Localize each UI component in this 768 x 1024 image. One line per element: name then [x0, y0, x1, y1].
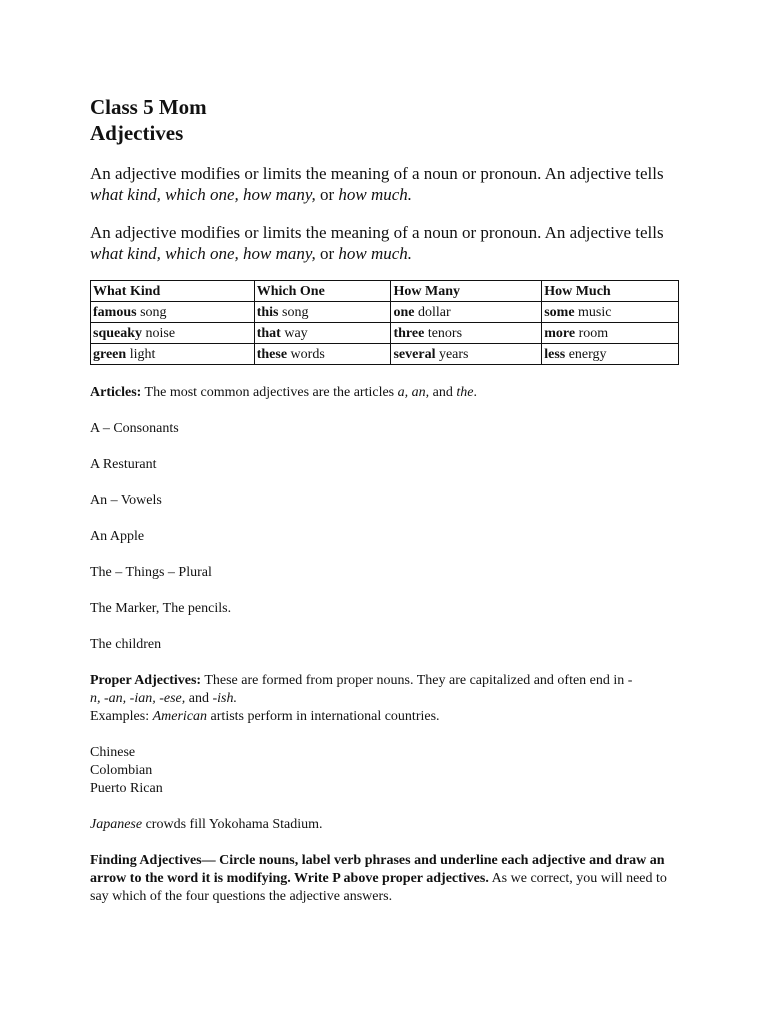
article-example-resturant: A Resturant — [90, 457, 157, 472]
table-row — [91, 344, 679, 365]
adjective-table — [90, 280, 679, 365]
table-cell: less energy — [542, 344, 679, 365]
table-cell: several years — [391, 344, 542, 365]
document-page — [90, 94, 680, 906]
column-header: What Kind — [91, 281, 255, 302]
intro-paragraph-repeat: An adjective modifies or limits the meaning of a noun or pronoun. An adjective tells what kind, which one, how many, or how much. — [90, 223, 664, 263]
article-example-marker: The Marker, The pencils. — [90, 601, 232, 616]
column-header: How Much — [542, 281, 679, 302]
intro-paragraph: An adjective modifies or limits the meaning of a noun or pronoun. An adjective tells what kind, which one, how many, or how much. — [90, 164, 664, 204]
article-example-children: The children — [90, 637, 162, 652]
table-cell: squeaky noise — [91, 323, 255, 344]
proper-adjectives-paragraph: Proper Adjectives: These are formed from proper nouns. They are capitalized and often end in - n, -an, -ian, -ese, and -ish. Examples: American artists perform in international countries. — [90, 673, 633, 724]
article-example-apple: An Apple — [90, 529, 145, 544]
list-item: Colombian — [90, 763, 153, 778]
article-rule-plural: The – Things – Plural — [90, 565, 212, 580]
table-cell: these words — [254, 344, 391, 365]
column-header: Which One — [254, 281, 391, 302]
table-cell: one dollar — [391, 302, 542, 323]
article-rule-vowels: An – Vowels — [90, 493, 162, 508]
document-title — [90, 94, 680, 146]
finding-adjectives-instructions: Finding Adjectives— Circle nouns, label verb phrases and underline each adjective and draw an arrow to the word it is modifying. Write P above proper adjectives. As we correct, you will need to say which of the four questions the adjective answers. — [90, 853, 667, 904]
table-cell: that way — [254, 323, 391, 344]
list-item: Chinese — [90, 745, 136, 760]
table-row — [91, 302, 679, 323]
japanese-example: Japanese crowds fill Yokohama Stadium. — [90, 817, 323, 832]
table-cell: green light — [91, 344, 255, 365]
table-cell: more room — [542, 323, 679, 344]
article-rule-consonants: A – Consonants — [90, 421, 179, 436]
title-line-class: Class 5 Mom — [90, 95, 207, 119]
column-header: How Many — [391, 281, 542, 302]
table-header-row — [91, 281, 679, 302]
table-row — [91, 323, 679, 344]
table-cell: some music — [542, 302, 679, 323]
table-cell: this song — [254, 302, 391, 323]
title-line-topic: Adjectives — [90, 121, 184, 145]
table-cell: three tenors — [391, 323, 542, 344]
nationality-list — [90, 744, 680, 798]
list-item: Puerto Rican — [90, 781, 163, 796]
articles-paragraph: Articles: The most common adjectives are the articles a, an, and the. — [90, 385, 477, 400]
table-cell: famous song — [91, 302, 255, 323]
